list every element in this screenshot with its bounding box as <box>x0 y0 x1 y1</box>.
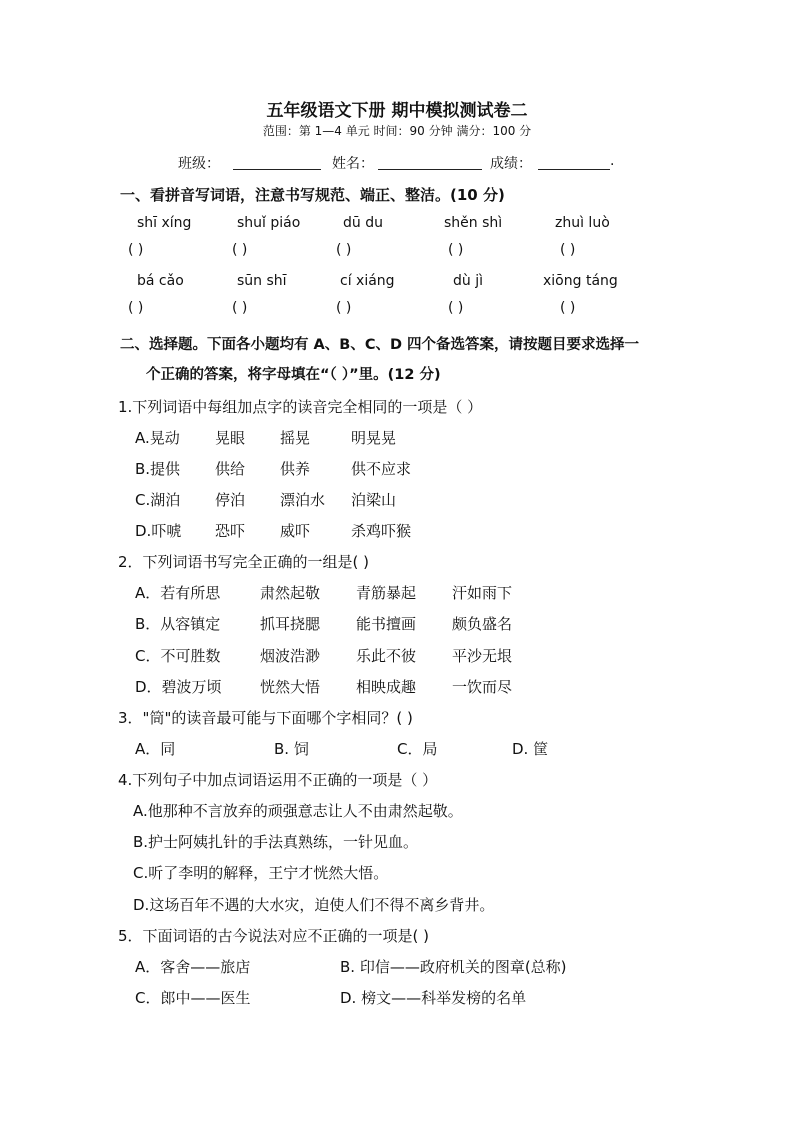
option-word: C．不可胜数 <box>135 647 221 665</box>
answer-blank[interactable]: ( ) <box>336 300 352 316</box>
option-c: C．郎中——医生 <box>135 989 251 1007</box>
question-4: 4.下列句子中加点词语运用不正确的一项是（ ） <box>118 771 438 789</box>
answer-blank[interactable]: ( ) <box>232 300 248 316</box>
answer-blank[interactable]: ( ) <box>560 300 576 316</box>
option-word: C.湖泊 <box>135 491 181 509</box>
option-word: 恐吓 <box>215 522 246 540</box>
pinyin-item: sūn shī <box>237 273 287 289</box>
option-word: A.晃动 <box>135 429 180 447</box>
option-d: D. 榜文——科举发榜的名单 <box>340 989 527 1007</box>
option-word: 烟波浩渺 <box>260 647 321 665</box>
option-b: B. 饲 <box>274 740 309 758</box>
option-word: 泊梁山 <box>351 491 397 509</box>
option-d: D.这场百年不遇的大水灾，迫使人们不得不离乡背井。 <box>133 896 495 914</box>
pinyin-item: dù jì <box>453 273 483 289</box>
option-c: C.听了李明的解释，王宁才恍然大悟。 <box>133 864 389 882</box>
score-field[interactable] <box>538 155 610 174</box>
option-word: 杀鸡吓猴 <box>351 522 412 540</box>
question-2: 2．下列词语书写完全正确的一组是( ) <box>118 553 370 571</box>
option-word: 肃然起敬 <box>260 584 321 602</box>
option-word: 恍然大悟 <box>260 678 321 696</box>
question-5: 5．下面词语的古今说法对应不正确的一项是( ) <box>118 927 430 945</box>
option-word: 乐此不彼 <box>356 647 417 665</box>
answer-blank[interactable]: ( ) <box>560 242 576 258</box>
pinyin-item: shuǐ piáo <box>237 215 301 231</box>
option-a: A．同 <box>135 740 176 758</box>
option-word: 汗如雨下 <box>452 584 513 602</box>
option-word: B.提供 <box>135 460 181 478</box>
option-c: C．局 <box>397 740 438 758</box>
end-mark: . <box>610 153 615 169</box>
exam-subtitle: 范围：第 1—4 单元 时间：90 分钟 满分：100 分 <box>262 124 532 138</box>
section1-heading: 一、看拼音写词语，注意书写规范、端正、整洁。(10 分) <box>120 186 505 204</box>
name-label: 姓名： <box>332 156 374 172</box>
question-1: 1.下列词语中每组加点字的读音完全相同的一项是（ ） <box>118 398 483 416</box>
option-word: 颇负盛名 <box>452 615 513 633</box>
answer-blank[interactable]: ( ) <box>448 300 464 316</box>
class-field[interactable] <box>233 155 321 174</box>
option-word: B．从容镇定 <box>135 615 221 633</box>
option-word: 供不应求 <box>351 460 412 478</box>
answer-blank[interactable]: ( ) <box>448 242 464 258</box>
option-a: A．客舍——旅店 <box>135 958 251 976</box>
pinyin-item: shěn shì <box>444 215 503 231</box>
answer-blank[interactable]: ( ) <box>336 242 352 258</box>
option-word: A．若有所思 <box>135 584 221 602</box>
question-3: 3．"筒"的读音最可能与下面哪个字相同？( ) <box>118 709 413 727</box>
pinyin-item: dū du <box>343 215 383 231</box>
option-b: B. 印信——政府机关的图章(总称) <box>340 958 567 976</box>
option-word: D.吓唬 <box>135 522 182 540</box>
option-word: 威吓 <box>280 522 311 540</box>
option-word: D．碧波万顷 <box>135 678 222 696</box>
option-a: A.他那种不言放弃的顽强意志让人不由肃然起敬。 <box>133 802 463 820</box>
pinyin-item: zhuì luò <box>555 215 610 231</box>
class-label: 班级： <box>178 156 220 172</box>
section2-heading-line2: 个正确的答案，将字母填在“（ ）”里。(12 分) <box>146 367 441 383</box>
option-b: B.护士阿姨扎针的手法真熟练，一针见血。 <box>133 833 419 851</box>
name-field[interactable] <box>378 155 482 174</box>
option-word: 晃眼 <box>215 429 246 447</box>
section2-heading-line1: 二、选择题。下面各小题均有 A、B、C、D 四个备选答案，请按题目要求选择一 <box>120 337 640 353</box>
option-d: D. 筐 <box>512 740 549 758</box>
answer-blank[interactable]: ( ) <box>128 300 144 316</box>
answer-blank[interactable]: ( ) <box>128 242 144 258</box>
pinyin-item: cí xiáng <box>340 273 395 289</box>
option-word: 相映成趣 <box>356 678 417 696</box>
answer-blank[interactable]: ( ) <box>232 242 248 258</box>
page-title: 五年级语文下册 期中模拟测试卷二 <box>266 101 528 121</box>
option-word: 能书擅画 <box>356 615 417 633</box>
pinyin-item: xiōng táng <box>543 273 618 289</box>
option-word: 供给 <box>215 460 246 478</box>
option-word: 平沙无垠 <box>452 647 513 665</box>
option-word: 漂泊水 <box>280 491 326 509</box>
pinyin-item: shī xíng <box>137 215 192 231</box>
score-label: 成绩： <box>490 156 532 172</box>
pinyin-item: bá cǎo <box>137 273 184 289</box>
option-word: 抓耳挠腮 <box>260 615 321 633</box>
option-word: 青筋暴起 <box>356 584 417 602</box>
option-word: 一饮而尽 <box>452 678 513 696</box>
option-word: 摇晃 <box>280 429 311 447</box>
option-word: 明晃晃 <box>351 429 397 447</box>
option-word: 供养 <box>280 460 311 478</box>
option-word: 停泊 <box>215 491 246 509</box>
